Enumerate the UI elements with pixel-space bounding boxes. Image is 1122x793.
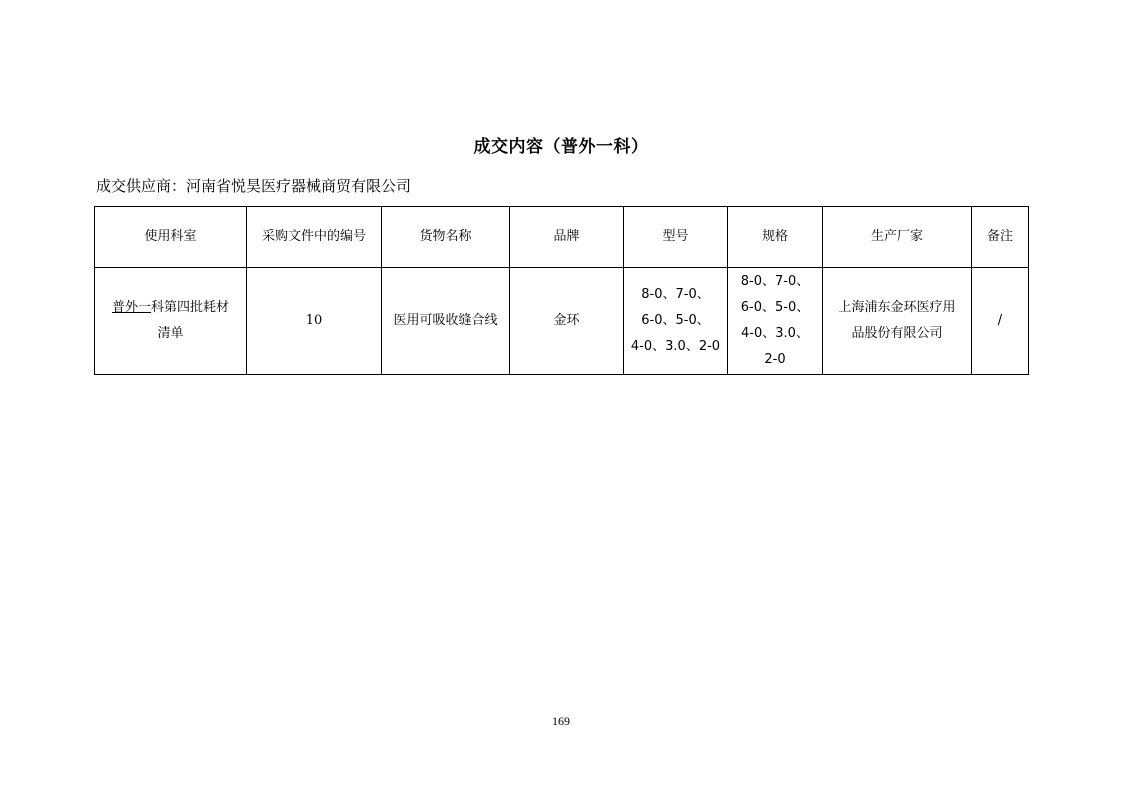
- department-underlined-text: 普外一: [111, 300, 151, 315]
- cell-brand: 金环: [510, 268, 624, 375]
- model-line: 8-0、7-0、: [641, 287, 710, 302]
- spec-line: 2-0: [764, 352, 786, 367]
- manufacturer-line: 上海浦东金环医疗用: [838, 300, 956, 315]
- table-header-row: [95, 207, 1029, 268]
- model-line: 6-0、5-0、: [641, 313, 710, 328]
- cell-spec: [728, 268, 823, 375]
- cell-number: 10: [247, 268, 382, 375]
- cell-remark: /: [972, 268, 1029, 375]
- supplier-line: 成交供应商：河南省悦昊医疗器械商贸有限公司: [96, 177, 412, 195]
- spec-line: 4-0、3.0、: [741, 326, 809, 341]
- cell-department: [95, 268, 247, 375]
- department-rest-text: 科第四批耗材: [151, 300, 230, 315]
- header-goods-name: 货物名称: [382, 207, 510, 268]
- header-department: 使用科室: [95, 207, 247, 268]
- spec-line: 8-0、7-0、: [740, 274, 810, 289]
- page-title: 成交内容（普外一科）: [473, 137, 649, 157]
- header-model: 型号: [624, 207, 728, 268]
- header-spec: 规格: [728, 207, 823, 268]
- header-remark: 备注: [972, 207, 1029, 268]
- department-line2-text: 清单: [157, 326, 184, 341]
- spec-line: 6-0、5-0、: [740, 300, 810, 315]
- cell-model: [624, 268, 728, 375]
- award-table: [94, 206, 1029, 375]
- page-number: 169: [552, 714, 570, 728]
- table-row: [95, 268, 1029, 375]
- header-brand: 品牌: [510, 207, 624, 268]
- header-number: 采购文件中的编号: [247, 207, 382, 268]
- header-manufacturer: 生产厂家: [823, 207, 972, 268]
- cell-goods-name: 医用可吸收缝合线: [382, 268, 510, 375]
- manufacturer-line: 品股份有限公司: [851, 326, 943, 341]
- cell-manufacturer: [823, 268, 972, 375]
- model-line: 4-0、3.0、2-0: [630, 339, 721, 354]
